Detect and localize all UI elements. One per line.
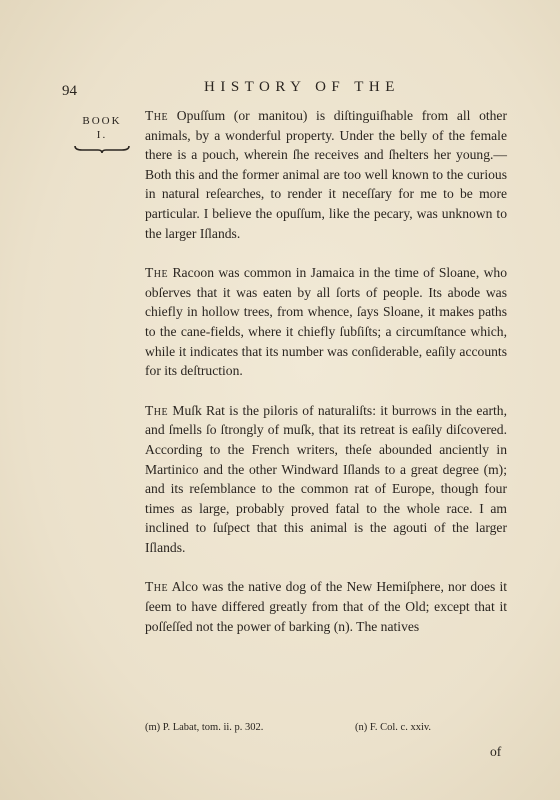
- paragraph-lead: The: [145, 579, 169, 595]
- paragraph-lead: The: [145, 265, 169, 281]
- running-head: HISTORY OF THE: [204, 79, 400, 95]
- body-text: [145, 106, 507, 656]
- paragraph-alco: [145, 577, 507, 636]
- margin-book-label: [72, 114, 132, 154]
- footnote-n: (n) F. Col. c. xxiv.: [355, 722, 432, 733]
- book-label-text: BOOK: [82, 115, 122, 127]
- paragraph-lead: The: [145, 402, 169, 418]
- curly-brace-ornament: [74, 144, 130, 154]
- paragraph-racoon: [145, 263, 507, 381]
- paragraph-opossum: [145, 106, 507, 243]
- footnote-m: (m) P. Labat, tom. ii. p. 302.: [145, 722, 264, 733]
- paragraph-text: Racoon was common in Jamaica in the time of Sloane, who obſerves that it was eaten by all ſorts of people. Its abode was chiefly in hollow trees, from whence, ſays Sloane, it makes paths to the cane-fields, where it chiefly ſubſiſts; a circumſtance which, while it indicates that its number was conſiderable, eaſily accounts for its deſtruction.: [145, 265, 507, 379]
- book-number: I.: [96, 129, 108, 141]
- catchword: of: [490, 744, 502, 759]
- paragraph-text: Alco was the native dog of the New Hemiſphere, nor does it ſeem to have differed greatly from that of the Old; except that it poſſeſſed not the power of barking (n). The natives: [145, 579, 507, 634]
- page-number: 94: [62, 83, 77, 99]
- paragraph-lead: The: [145, 108, 169, 123]
- page-header: [0, 77, 560, 101]
- paragraph-text: Opuſſum (or manitou) is diſtinguiſhable from all other animals, by a wonderful property. Under the belly of the female there is a pouch, wherein ſhe receives and ſhelters her young.—Both this and the former animal are too well known to the curious in natural reſearches, to render it neceſſary for me to be more particular. I believe the opuſſum, like the pecary, was unknown to the larger Iſlands.: [145, 108, 507, 241]
- paragraph-musk-rat: [145, 401, 507, 558]
- paragraph-text: Muſk Rat is the piloris of naturaliſts: it burrows in the earth, and ſmells ſo ſtrongly of muſk, that its retreat is eaſily diſcovered. According to the French writers, theſe abounded anciently in Martinico and the other Windward Iſlands to a great degree (m); and its reſemblance to the common rat of Europe, though four times as large, probably proved fatal to the whole race. I am inclined to ſuſpect that this animal is the agouti of the larger Iſlands.: [145, 402, 507, 555]
